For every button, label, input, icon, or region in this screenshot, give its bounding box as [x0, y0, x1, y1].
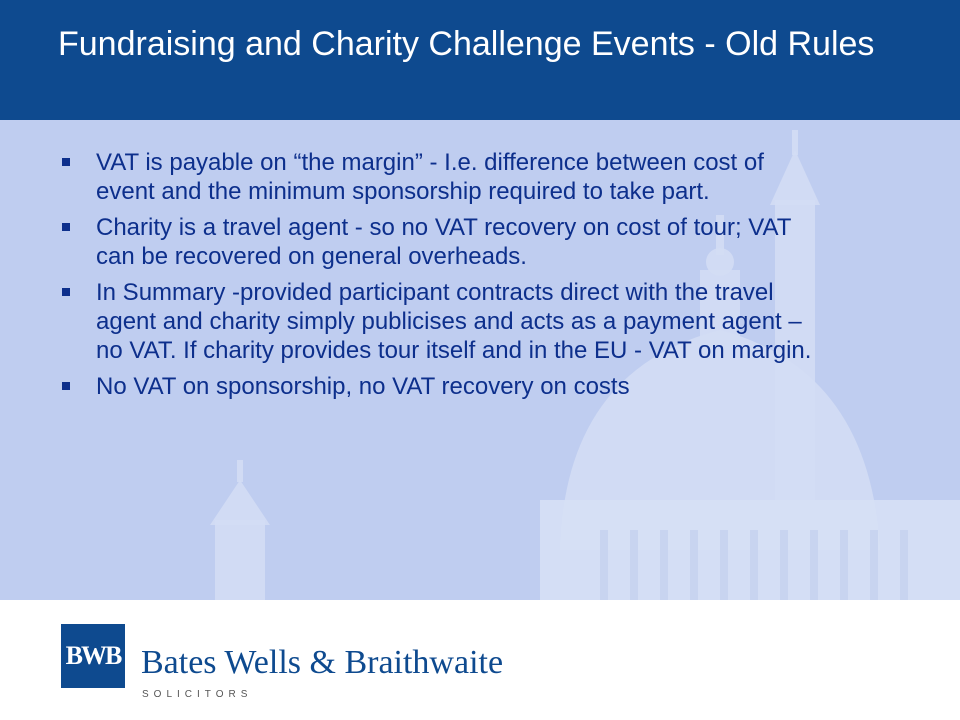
- bullet-text: No VAT on sponsorship, no VAT recovery on costs: [96, 373, 630, 400]
- bullet-item: [60, 148, 820, 206]
- bullet-text: VAT is payable on “the margin” - I.e. difference between cost of event and the minimum sponsorship required to take part.: [96, 149, 764, 205]
- title-bar: [0, 0, 960, 120]
- square-bullet-icon: [62, 158, 70, 166]
- bullet-text: Charity is a travel agent - so no VAT recovery on cost of tour; VAT can be recovered on general overheads.: [96, 214, 791, 270]
- slide-title: Fundraising and Charity Challenge Events - Old Rules: [58, 25, 875, 63]
- footer: [0, 600, 960, 720]
- firm-subtitle: SOLICITORS: [142, 689, 253, 700]
- bwb-logo: BWB: [61, 624, 125, 688]
- square-bullet-icon: [62, 223, 70, 231]
- square-bullet-icon: [62, 288, 70, 296]
- bullet-list: [60, 148, 820, 408]
- bullet-text: In Summary -provided participant contracts direct with the travel agent and charity simply publicises and acts as a payment agent – no VAT. If charity provides tour itself and in the EU - VAT on margin.: [96, 279, 812, 364]
- bullet-item: [60, 213, 820, 271]
- content-area: [0, 120, 960, 600]
- firm-name: Bates Wells & Braithwaite: [141, 644, 504, 681]
- square-bullet-icon: [62, 382, 70, 390]
- bullet-item: [60, 278, 820, 365]
- bullet-item: [60, 372, 820, 401]
